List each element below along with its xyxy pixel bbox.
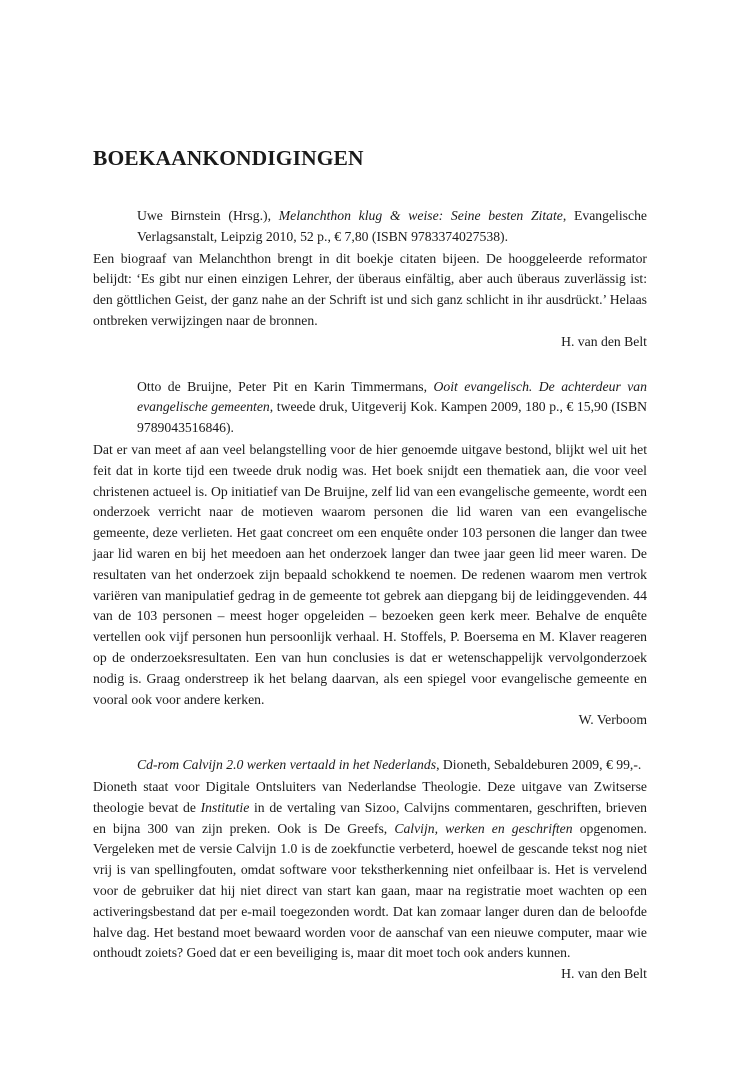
book-title: Ooit evangelisch. De achterdeur van evangelische gemeenten (137, 378, 647, 415)
reference-authors: Uwe Birnstein (Hrsg.), (137, 208, 279, 223)
book-reference (93, 755, 647, 776)
book-title: Cd-rom Calvijn 2.0 werken vertaald in het Nederlands (137, 757, 437, 773)
review-paragraph: in de vertaling van Sizoo, Calvijns commentaren, geschriften, brieven en bijna 300 van zijn preken. Ook is De Greefs, (93, 799, 647, 836)
announcement-entry (93, 206, 647, 353)
announcement-list (93, 206, 647, 1009)
page-title: BOEKAANKONDIGINGEN (93, 146, 364, 170)
reference-details: , tweede druk, Uitgeverij Kok. Kampen 2009, 180 p., € 15,90 (ISBN 9789043516846). (137, 399, 647, 436)
review-text (93, 249, 647, 332)
review-text (93, 440, 647, 710)
book-reference (93, 377, 647, 439)
book-title: Melanchthon klug & weise: Seine besten Zitate (278, 208, 563, 223)
cited-title: Institutie (200, 799, 250, 815)
reviewer-signature: H. van den Belt (561, 333, 647, 349)
reviewer-signature: W. Verboom (578, 712, 647, 728)
review-paragraph: Dioneth staat voor Digitale Ontsluiters van Nederlandse Theologie. Deze uitgave van Zwitserse theologie bevat de (93, 778, 647, 815)
reviewer-signature: H. van den Belt (561, 966, 647, 982)
reference-details: , Dioneth, Sebaldeburen 2009, € 99,-. (436, 757, 642, 773)
announcement-entry (93, 377, 647, 732)
review-paragraph: opgenomen. Vergeleken met de versie Calvijn 1.0 is de zoekfunctie verbeterd, hoewel de gescande tekst nog niet vrij is van spellingfouten, omdat software voor tekstherkenning niet onfeilbaar is. Het is vervelend voor de gebruiker dat hij niet direct van start kan gaan, maar na registratie moet wachten op een activeringsbestand dat per e-mail toegezonden wordt. Dat kan zomaar langer duren dan de beloofde halve dag. Het bestand moet bewaard worden voor de aanschaf van een nieuwe computer, maar wie onthoudt zoiets? Goed dat er een beveiliging is, maar dit moet toch ook anders kunnen. (93, 820, 647, 961)
book-reference (93, 206, 647, 248)
reference-details: , Evangelische Verlagsanstalt, Leipzig 2010, 52 p., € 7,80 (ISBN 9783374027538). (137, 208, 647, 244)
cited-title: Calvijn, werken en geschriften (394, 820, 573, 836)
review-paragraph: Een biograaf van Melanchthon brengt in dit boekje citaten bijeen. De hooggeleerde reformator belijdt: ‘Es gibt nur einen einzigen Lehrer, der überaus einfältig, aber auch überaus zuverlässig ist: den göttlichen Geist, der ganz nahe an der Schrift ist und sich ganz schlicht in ihr ausdrückt.’ Helaas ontbreken verwijzingen naar de bronnen. (93, 250, 647, 328)
review-text (93, 777, 647, 964)
review-paragraph: Dat er van meet af aan veel belangstelling voor de hier genoemde uitgave bestond, blijkt wel uit het feit dat in korte tijd een tweede druk nodig was. Het boek snijdt een thematiek aan, die voor veel christenen actueel is. Op initiatief van De Bruijne, zelf lid van een evangelische gemeente, wordt een onderzoek verricht naar de motieven waarom personen die lid waren van een evangelische gemeente, deze verlieten. Het gaat concreet om een enquête onder 103 personen die langer dan twee jaar lid waren en bij het meedoen aan het onderzoek langer dan twee jaar geen lid meer waren. De resultaten van het onderzoek zijn bepaald schokkend te noemen. De redenen waarom men vertrok variëren van manipulatief gedrag in de gemeente tot gebrek aan diepgang bij de leidinggevenden. 44 van de 103 personen – meest hoger opgeleiden – bezoeken geen kerk meer. Behalve de enquête vertellen ook vijf personen hun persoonlijk verhaal. H. Stoffels, P. Boersema en M. Klaver reageren op de onderzoeksresultaten. Een van hun conclusies is dat er wetenschappelijk vervolgonderzoek nodig is. Graag onderstreep ik het belang daarvan, als een spiegel voor evangelische gemeente en vooral ook voor andere kerken. (93, 441, 647, 707)
announcement-entry (93, 755, 647, 985)
reference-authors: Otto de Bruijne, Peter Pit en Karin Timmermans, (137, 378, 434, 394)
